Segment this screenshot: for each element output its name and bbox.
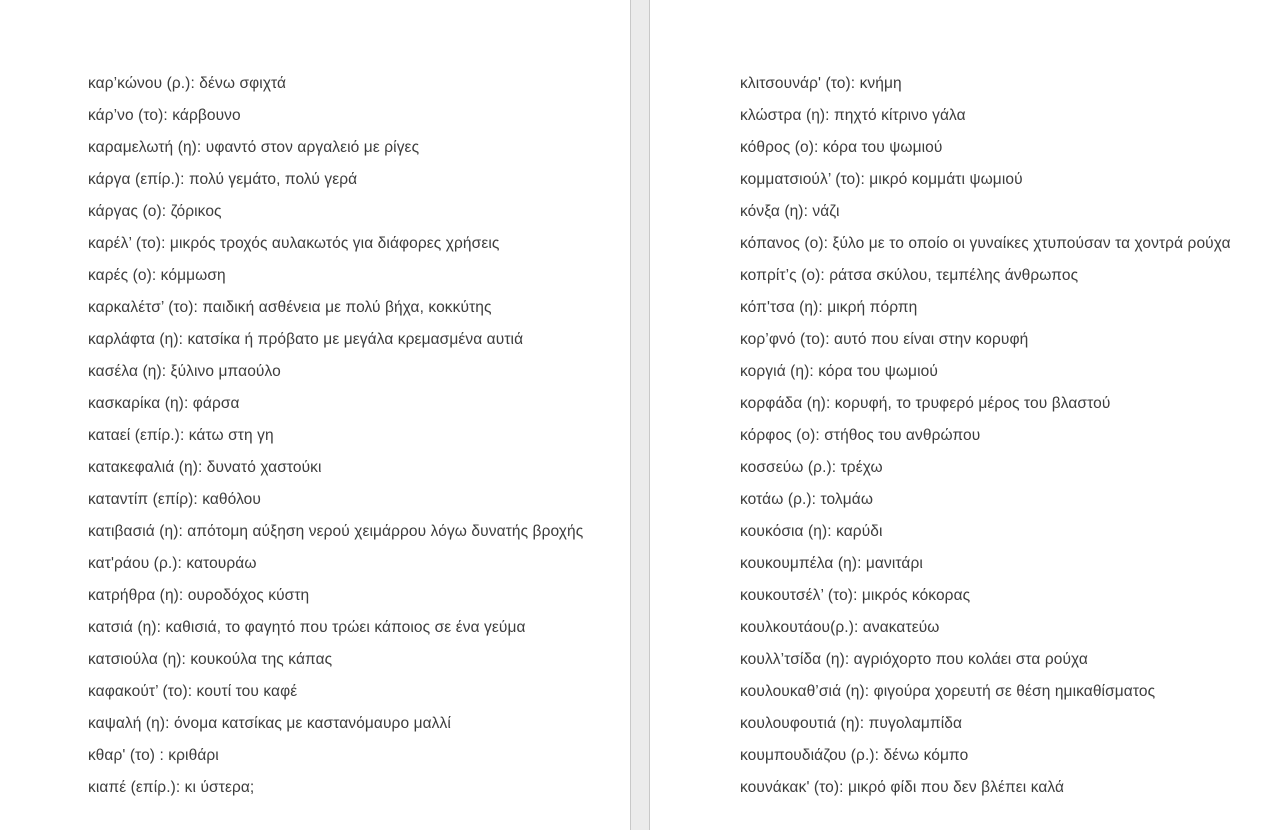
dictionary-entry: καρκαλέτσ’ (το): παιδική ασθένεια με πολύ βήχα, κοκκύτης — [88, 299, 492, 316]
dictionary-entry: κορ’φνό (το): αυτό που είναι στην κορυφή — [740, 331, 1029, 348]
dictionary-entry: κατακεφαλιά (η): δυνατό χαστούκι — [88, 459, 322, 476]
dictionary-entry: κουνάκακ' (το): μικρό φίδι που δεν βλέπει καλά — [740, 779, 1065, 796]
dictionary-entry: κουλλ’τσίδα (η): αγριόχορτο που κολάει στα ρούχα — [740, 651, 1088, 668]
dictionary-entry: κατσιά (η): καθισιά, το φαγητό που τρώει κάποιος σε ένα γεύμα — [88, 619, 526, 636]
dictionary-entry: κοργιά (η): κόρα του ψωμιού — [740, 363, 938, 380]
dictionary-entry: κατσιούλα (η): κουκούλα της κάπας — [88, 651, 333, 668]
dictionary-entry: κατιβασιά (η): απότομη αύξηση νερού χειμάρρου λόγω δυνατής βροχής — [88, 523, 584, 540]
dictionary-entry: κλιτσουνάρ' (το): κνήμη — [740, 75, 902, 92]
dictionary-entry: κουκουτσέλ’ (το): μικρός κόκορας — [740, 587, 971, 604]
dictionary-entry: κατρήθρα (η): ουροδόχος κύστη — [88, 587, 310, 604]
dictionary-entry: καρές (ο): κόμμωση — [88, 267, 226, 284]
dictionary-entry: καφακούτ’ (το): κουτί του καφέ — [88, 683, 298, 700]
dictionary-entry: κόρφος (ο): στήθος του ανθρώπου — [740, 427, 981, 444]
dictionary-entry: κασέλα (η): ξύλινο μπαούλο — [88, 363, 281, 380]
page-right-entries — [650, 0, 1280, 804]
dictionary-entry: κουμπουδιάζου (ρ.): δένω κόμπο — [740, 747, 969, 764]
dictionary-entry: κοσσεύω (ρ.): τρέχω — [740, 459, 883, 476]
dictionary-entry: κάργα (επίρ.): πολύ γεμάτο, πολύ γερά — [88, 171, 358, 188]
dictionary-entry: κουκουμπέλα (η): μανιτάρι — [740, 555, 923, 572]
dictionary-entry: κατ'ράου (ρ.): κατουράω — [88, 555, 257, 572]
dictionary-entry: κόπανος (ο): ξύλο με το οποίο οι γυναίκες χτυπούσαν τα χοντρά ρούχα — [740, 235, 1231, 252]
page-right — [650, 0, 1280, 830]
dictionary-entry: καψαλή (η): όνομα κατσίκας με καστανόμαυρο μαλλί — [88, 715, 451, 732]
dictionary-entry: καταεί (επίρ.): κάτω στη γη — [88, 427, 274, 444]
page-gutter — [630, 0, 650, 830]
dictionary-entry: κουλκουτάου(ρ.): ανακατεύω — [740, 619, 940, 636]
dictionary-entry: καρλάφτα (η): κατσίκα ή πρόβατο με μεγάλα κρεμασμένα αυτιά — [88, 331, 524, 348]
dictionary-entry: κόθρος (ο): κόρα του ψωμιού — [740, 139, 943, 156]
dictionary-entry: κόπ'τσα (η): μικρή πόρπη — [740, 299, 918, 316]
dictionary-entry: κάργας (ο): ζόρικος — [88, 203, 222, 220]
dictionary-entry: κουλουκαθ’σιά (η): φιγούρα χορευτή σε θέση ημικαθίσματος — [740, 683, 1156, 700]
dictionary-entry: καραμελωτή (η): υφαντό στον αργαλειό με ρίγες — [88, 139, 420, 156]
dictionary-entry: κοπρίτ’ς (ο): ράτσα σκύλου, τεμπέλης άνθρωπος — [740, 267, 1079, 284]
dictionary-entry: κιαπέ (επίρ.): κι ύστερα; — [88, 779, 255, 796]
dictionary-entry: καρ’κώνου (ρ.): δένω σφιχτά — [88, 75, 287, 92]
dictionary-entry: κθαρ' (το) : κριθάρι — [88, 747, 219, 764]
dictionary-entry: κάρ’νο (το): κάρβουνο — [88, 107, 241, 124]
dictionary-entry: κουκόσια (η): καρύδι — [740, 523, 883, 540]
dictionary-entry: κασκαρίκα (η): φάρσα — [88, 395, 240, 412]
dictionary-entry: καταντίπ (επίρ): καθόλου — [88, 491, 261, 508]
page-left — [0, 0, 630, 830]
dictionary-entry: κορφάδα (η): κορυφή, το τρυφερό μέρος του βλαστού — [740, 395, 1111, 412]
dictionary-entry: κουλουφουτιά (η): πυγολαμπίδα — [740, 715, 963, 732]
dictionary-entry: κοτάω (ρ.): τολμάω — [740, 491, 874, 508]
dictionary-entry: καρέλ’ (το): μικρός τροχός αυλακωτός για διάφορες χρήσεις — [88, 235, 500, 252]
dictionary-entry: κόνξα (η): νάζι — [740, 203, 840, 220]
dictionary-entry: κομματσιούλ’ (το): μικρό κομμάτι ψωμιού — [740, 171, 1023, 188]
dictionary-entry: κλώστρα (η): πηχτό κίτρινο γάλα — [740, 107, 966, 124]
page-left-entries — [0, 0, 630, 804]
